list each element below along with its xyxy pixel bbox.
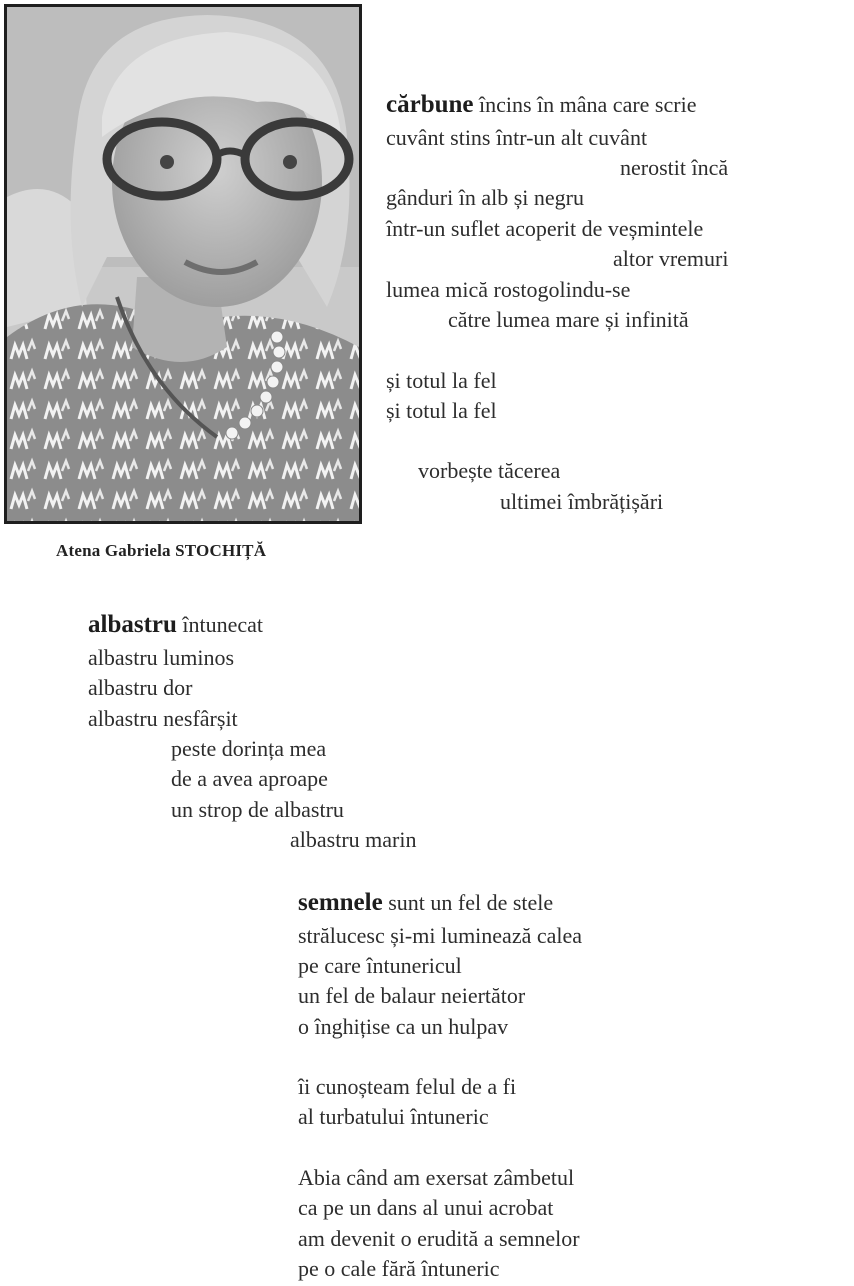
poem-line: gânduri în alb și negru <box>386 185 584 210</box>
poem-line: pe o cale fără întuneric <box>298 1256 500 1281</box>
poem-line: ca pe un dans al unui acrobat <box>298 1195 554 1220</box>
poem-line: pe care întunericul <box>298 953 462 978</box>
poem-title-word: cărbune <box>386 91 474 118</box>
poem-line: altor vremuri <box>613 246 729 271</box>
poem-line <box>88 610 263 640</box>
poem-line-text: sunt un fel de stele <box>382 890 554 915</box>
author-name: Atena Gabriela STOCHIȚĂ <box>56 541 267 560</box>
poem-line: cuvânt stins într-un alt cuvânt <box>386 125 648 150</box>
poem-line: albastru marin <box>290 827 417 852</box>
poem-line <box>298 888 553 918</box>
poem-line: vorbește tăcerea <box>418 458 561 483</box>
author-portrait <box>4 4 362 524</box>
poem-line: peste dorința mea <box>171 736 327 761</box>
poem-line: strălucesc și-mi luminează calea <box>298 923 583 948</box>
poem-line-text: încins în mâna care scrie <box>473 92 697 117</box>
portrait-image <box>7 7 359 521</box>
poem-line: am devenit o erudită a semnelor <box>298 1226 580 1251</box>
poem-line: nerostit încă <box>620 155 729 180</box>
poem-line-text: întunecat <box>176 612 264 637</box>
poem-line: de a avea aproape <box>171 766 328 791</box>
poem-line: un strop de albastru <box>171 797 344 822</box>
poem-line: și totul la fel <box>386 368 497 393</box>
poem-line: albastru nesfârșit <box>88 706 238 731</box>
poem-line: albastru luminos <box>88 645 235 670</box>
poem-line: un fel de balaur neiertător <box>298 983 526 1008</box>
poem-line: al turbatului întuneric <box>298 1104 489 1129</box>
poem-line: Abia când am exersat zâmbetul <box>298 1165 575 1190</box>
poem-line: într-un suflet acoperit de veșmintele <box>386 216 704 241</box>
poem-line: o înghițise ca un hulpav <box>298 1014 509 1039</box>
poem-line: către lumea mare și infinită <box>448 307 689 332</box>
poem-title-word: semnele <box>298 889 383 916</box>
poem-line: îi cunoșteam felul de a fi <box>298 1074 517 1099</box>
poem-line: și totul la fel <box>386 398 497 423</box>
poem-line: albastru dor <box>88 675 193 700</box>
poem-title-word: albastru <box>88 611 177 638</box>
poem-line: lumea mică rostogolindu-se <box>386 277 631 302</box>
poem-line <box>386 90 696 120</box>
poem-line: ultimei îmbrățișări <box>500 489 664 514</box>
